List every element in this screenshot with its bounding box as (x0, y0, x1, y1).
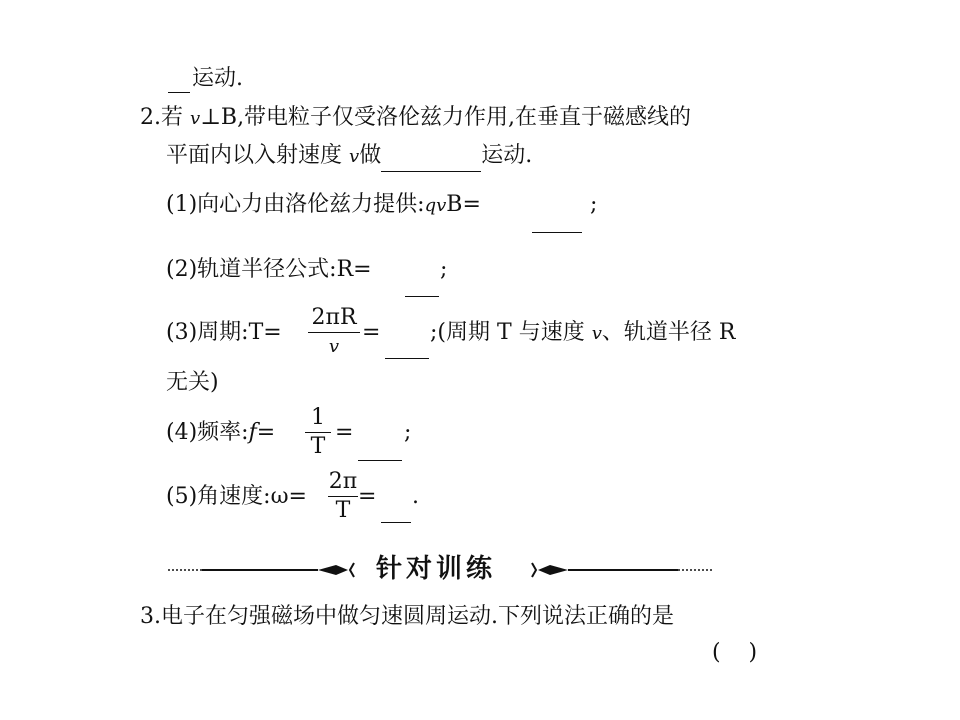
q2-line2-text: 平面内以入射速度 (166, 143, 343, 168)
perp-symbol: ⊥ (200, 105, 221, 130)
equals-sign: = (256, 420, 276, 445)
answer-blank (168, 92, 190, 93)
var-R: R (718, 320, 736, 345)
q2-pre: 若 (161, 105, 184, 130)
var-v: v (349, 146, 360, 167)
semicolon: ; (404, 420, 412, 445)
fraction-denominator: T (335, 498, 351, 523)
item-4-label (166, 418, 275, 448)
answer-blank (405, 296, 439, 297)
fraction-2piR-over-v (308, 305, 360, 360)
item-3-note (430, 318, 735, 349)
note-text: ;(周期 (430, 320, 490, 345)
var-B-equals: B= (446, 192, 481, 217)
var-f: f (248, 420, 257, 445)
equals-sign: = (358, 484, 377, 509)
banner-title: 针对训练 (376, 554, 497, 584)
question-2-line-1 (140, 103, 691, 134)
var-v: v (591, 323, 602, 344)
question-3: 3.电子在匀强磁场中做匀速圆周运动.下列说法正确的是 (140, 604, 674, 629)
item-5-label: (5)角速度:ω= (166, 484, 307, 509)
line-yundong: 运动. (192, 66, 243, 91)
fraction-denominator: v (328, 336, 340, 357)
fraction-1-over-T (305, 405, 331, 460)
var-B: B (220, 105, 238, 130)
banner-left-ornament (168, 560, 368, 580)
fraction-bar (305, 432, 331, 433)
fraction-denominator: T (310, 434, 326, 459)
fraction-bar (308, 332, 360, 333)
q2-condition-text: ,带电粒子仅受洛伦兹力作用,在垂直于磁感线的 (237, 105, 692, 130)
item-1-label: (1)向心力由洛伦兹力提供: (166, 192, 425, 217)
item-1 (166, 190, 481, 221)
item-2: (2)轨道半径公式:R= (166, 257, 372, 282)
var-v: v (190, 108, 201, 129)
equals-sign: = (335, 420, 354, 445)
answer-blank (381, 522, 411, 523)
var-T: T (497, 320, 512, 345)
item-3-note-end: 无关) (166, 370, 219, 395)
note-text: 与速度 (518, 320, 585, 345)
question-2-line-2 (166, 141, 532, 172)
equals-sign: = (362, 320, 381, 345)
answer-blank (358, 460, 402, 461)
fraction-bar (328, 496, 358, 497)
item-3-label: (3)周期:T= (166, 320, 282, 345)
item-4-text: (4)频率: (166, 420, 249, 445)
answer-blank (381, 171, 481, 172)
note-text: 、轨道半径 (601, 320, 712, 345)
answer-blank (385, 358, 429, 359)
q2-line2-end: 运动. (481, 143, 533, 168)
fraction-numerator: 2π (328, 469, 358, 494)
semicolon: ; (440, 257, 448, 282)
banner-right-ornament (518, 560, 718, 580)
period: . (412, 484, 419, 509)
fraction-numerator: 1 (311, 405, 325, 430)
q2-line2-zuo: 做 (359, 143, 382, 168)
semicolon: ; (590, 192, 598, 217)
answer-parentheses: ( ) (712, 640, 758, 665)
fraction-2pi-over-T (328, 469, 358, 524)
fraction-numerator: 2πR (311, 305, 357, 330)
var-q: q (424, 195, 437, 216)
answer-blank (532, 232, 582, 233)
question-number: 2. (140, 105, 161, 130)
var-v: v (436, 195, 447, 216)
